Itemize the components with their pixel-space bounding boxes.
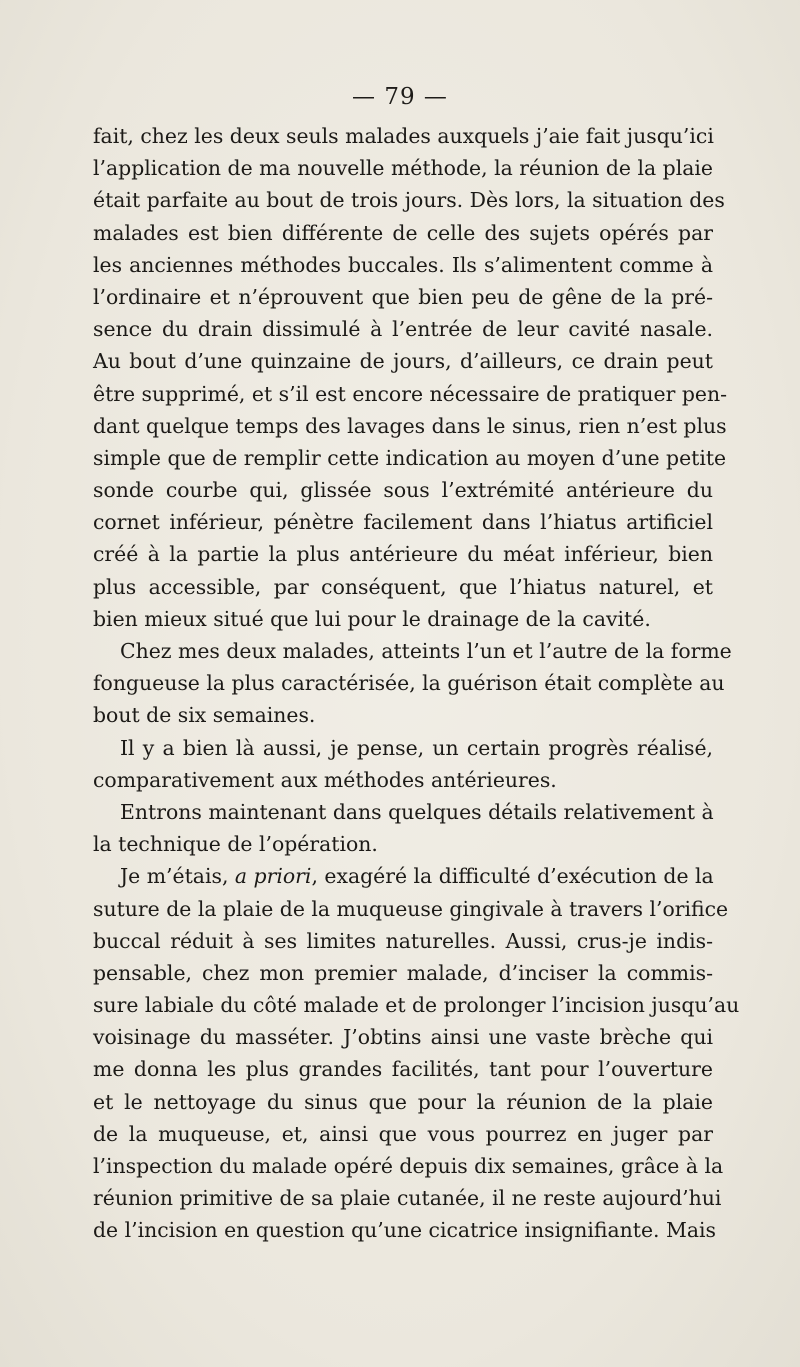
text-segment: Je m’étais, <box>120 864 235 889</box>
text-line: l’ordinaire et n’éprouvent que bien peu de gêne de la pré- <box>93 284 713 309</box>
text-line: sence du drain dissimulé à l’entrée de leur cavité nasale. <box>93 317 713 342</box>
text-line: l’application de ma nouvelle méthode, la réunion de la plaie <box>93 156 713 181</box>
text-line: et le nettoyage du sinus que pour la réunion de la plaie <box>93 1089 713 1114</box>
text-line: Il y a bien là aussi, je pense, un certain progrès réalisé, <box>120 735 713 760</box>
text-line: suture de la plaie de la muqueuse gingivale à travers l’orifice <box>93 896 729 921</box>
text-line: me donna les plus grandes facilités, tant pour l’ouverture <box>93 1057 713 1082</box>
text-line: sonde courbe qui, glissée sous l’extrémité antérieure du <box>93 478 713 503</box>
text-line: les anciennes méthodes buccales. Ils s’alimentent comme à <box>93 252 713 277</box>
text-line: voisinage du masséter. J’obtins ainsi une vaste brèche qui <box>93 1025 713 1050</box>
text-line: pensable, chez mon premier malade, d’inciser la commis- <box>93 960 713 985</box>
text-line: de l’incision en question qu’une cicatrice insignifiante. Mais <box>93 1218 716 1243</box>
text-line: Entrons maintenant dans quelques détails relativement à <box>120 799 714 824</box>
page-number: — 79 — <box>352 84 448 110</box>
text-line: cornet inférieur, pénètre facilement dans l’hiatus artificiel <box>93 510 713 535</box>
text-line: plus accessible, par conséquent, que l’hiatus naturel, et <box>93 574 713 599</box>
text-line: Chez mes deux malades, atteints l’un et l’autre de la forme <box>120 639 732 663</box>
text-line: comparativement aux méthodes antérieures. <box>93 767 557 792</box>
text-line: réunion primitive de sa plaie cutanée, il ne reste aujourd’hui <box>93 1186 722 1211</box>
text-line: être supprimé, et s’il est encore nécessaire de pratiquer pen- <box>93 381 727 406</box>
text-line: malades est bien différente de celle des sujets opérés par <box>93 220 713 245</box>
italic-phrase: a priori <box>234 864 312 889</box>
text-line: simple que de remplir cette indication au moyen d’une petite <box>93 445 727 470</box>
text-line: créé à la partie la plus antérieure du méat inférieur, bien <box>93 542 713 567</box>
text-segment: , exagéré la difficulté d’exécution de la <box>311 864 714 889</box>
text-line: fait, chez les deux seuls malades auxquels j’aie fait jusqu’ici <box>93 124 714 148</box>
text-line: buccal réduit à ses limites naturelles. Aussi, crus-je indis- <box>93 928 713 953</box>
text-line: fongueuse la plus caractérisée, la guérison était complète au <box>93 671 725 696</box>
text-line: sure labiale du côté malade et de prolonger l’incision jusqu’au <box>93 993 740 1018</box>
text-line: la technique de l’opération. <box>93 832 378 857</box>
text-line: Au bout d’une quinzaine de jours, d’ailleurs, ce drain peut <box>93 349 713 374</box>
text-line: dant quelque temps des lavages dans le sinus, rien n’est plus <box>93 413 727 438</box>
text-line: était parfaite au bout de trois jours. Dès lors, la situation des <box>93 188 725 213</box>
body-text <box>93 120 740 1247</box>
text-line: de la muqueuse, et, ainsi que vous pourrez en juger par <box>93 1121 713 1146</box>
text-line: l’inspection du malade opéré depuis dix semaines, grâce à la <box>93 1154 724 1178</box>
text-line-with-italic <box>93 860 713 892</box>
text-line: bout de six semaines. <box>93 703 316 728</box>
text-line: bien mieux situé que lui pour le drainage de la cavité. <box>93 606 651 631</box>
